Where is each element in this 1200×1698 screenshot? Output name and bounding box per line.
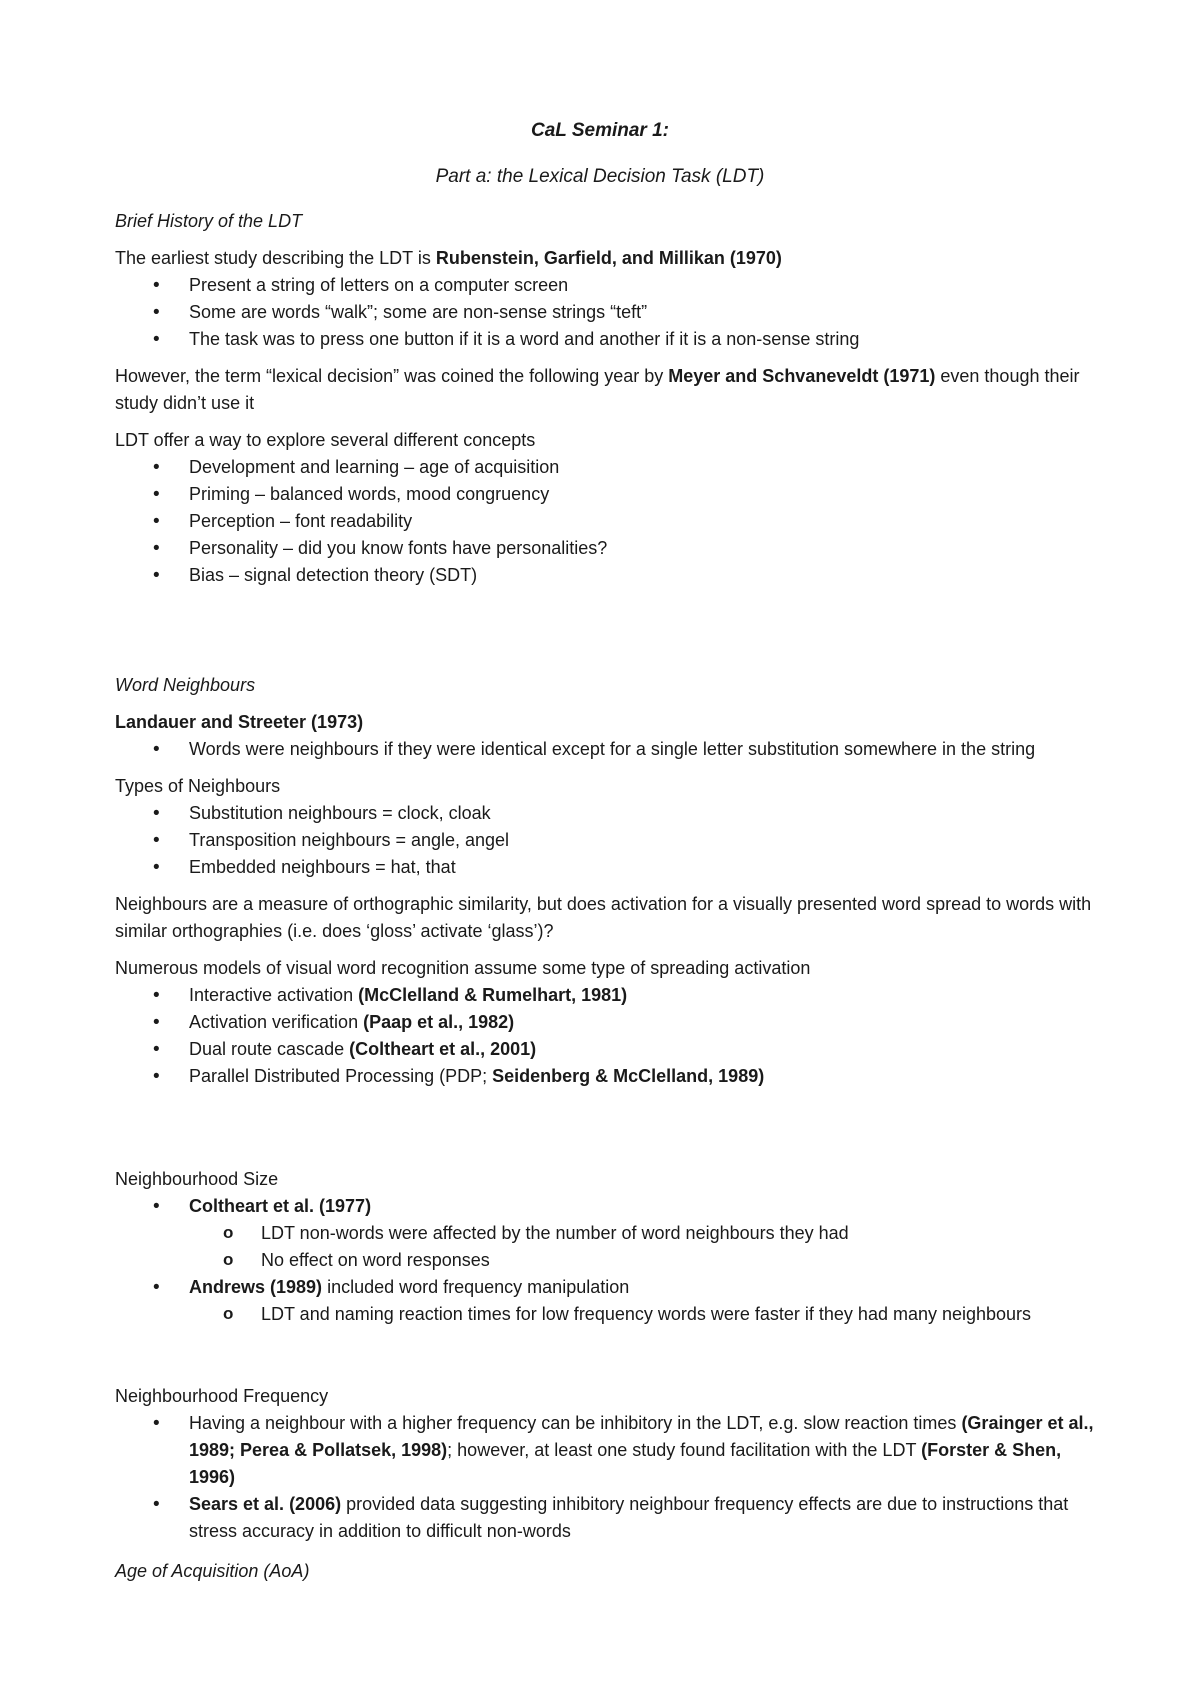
sears-citation: Sears et al. (2006): [189, 1494, 342, 1514]
landauer-citation: Landauer and Streeter (1973): [115, 712, 364, 732]
frequency-heading: Neighbourhood Frequency: [115, 1386, 329, 1406]
history-section: [115, 208, 1105, 589]
page-title: CaL Seminar 1:: [531, 120, 669, 141]
types-heading: Types of Neighbours: [115, 776, 281, 796]
types-list: [115, 800, 1105, 881]
page-subtitle: Part a: the Lexical Decision Task (LDT): [435, 166, 765, 187]
size-list: [115, 1193, 1105, 1328]
models-intro: Numerous models of visual word recognition assume some type of spreading activation: [115, 958, 811, 978]
list-item: [115, 1009, 1105, 1036]
model-name: Parallel Distributed Processing (PDP;: [189, 1066, 493, 1086]
frequency-citation: (Grainger et al., 1989; Perea & Pollatsek, 1998): [189, 1413, 1094, 1460]
list-item: • Priming – balanced words, mood congruency: [115, 481, 1105, 508]
history-list: [115, 272, 1105, 353]
andrews-text: included word frequency manipulation: [322, 1277, 630, 1297]
sub-list-item: o No effect on word responses: [115, 1247, 1105, 1274]
concepts-list: [115, 454, 1105, 589]
model-citation: (McClelland & Rumelhart, 1981): [358, 985, 628, 1005]
model-name: Dual route cascade: [189, 1039, 350, 1059]
size-heading: Neighbourhood Size: [115, 1169, 279, 1189]
model-name: Interactive activation: [189, 985, 359, 1005]
history-intro-citation: Rubenstein, Garfield, and Millikan (1970): [435, 248, 782, 268]
list-item: [115, 1491, 1105, 1545]
history-intro-text: The earliest study describing the LDT is: [115, 248, 436, 268]
frequency-section: [115, 1383, 1105, 1545]
history-heading: Brief History of the LDT: [115, 211, 303, 231]
list-item: [115, 1036, 1105, 1063]
list-item: • Development and learning – age of acquisition: [115, 454, 1105, 481]
list-item: [115, 982, 1105, 1009]
measure-paragraph: Neighbours are a measure of orthographic similarity, but does activation for a visually presented word spread to words with similar orthographies (i.e. does ‘gloss’ activate ‘glass’)?: [115, 894, 1092, 941]
coined-text: However, the term “lexical decision” was coined the following year by: [115, 366, 669, 386]
list-item: • Personality – did you know fonts have personalities?: [115, 535, 1105, 562]
neighbours-heading: Word Neighbours: [115, 675, 256, 695]
landauer-list: [115, 736, 1105, 763]
list-item: • The task was to press one button if it is a word and another if it is a non-sense string: [115, 326, 1105, 353]
list-item: • Words were neighbours if they were identical except for a single letter substitution somewhere in the string: [115, 736, 1105, 763]
frequency-list: [115, 1410, 1105, 1545]
list-item: • Embedded neighbours = hat, that: [115, 854, 1105, 881]
aoa-section: [115, 1558, 1105, 1585]
list-item: [115, 1063, 1105, 1090]
andrews-citation: Andrews (1989): [189, 1277, 323, 1297]
size-section: [115, 1166, 1105, 1328]
sub-list-item: o LDT and naming reaction times for low frequency words were faster if they had many neighbours: [115, 1301, 1105, 1328]
sears-text: provided data suggesting inhibitory neighbour frequency effects are due to instructions that stress accuracy in addition to difficult non-words: [189, 1494, 1069, 1541]
models-list: [115, 982, 1105, 1090]
model-citation: (Coltheart et al., 2001): [349, 1039, 537, 1059]
concepts-intro: LDT offer a way to explore several different concepts: [115, 430, 536, 450]
list-item: • Transposition neighbours = angle, angel: [115, 827, 1105, 854]
list-item: • Present a string of letters on a computer screen: [115, 272, 1105, 299]
landauer-heading: [115, 709, 1105, 736]
list-item: • Bias – signal detection theory (SDT): [115, 562, 1105, 589]
coltheart-citation: Coltheart et al. (1977): [189, 1196, 372, 1216]
list-item: [115, 1274, 1105, 1301]
sub-list-item: o LDT non-words were affected by the number of word neighbours they had: [115, 1220, 1105, 1247]
frequency-text: ; however, at least one study found facilitation with the LDT: [447, 1440, 922, 1460]
list-item: • Substitution neighbours = clock, cloak: [115, 800, 1105, 827]
coined-citation: Meyer and Schvaneveldt (1971): [668, 366, 936, 386]
frequency-citation: (Forster & Shen, 1996): [189, 1440, 1062, 1487]
coined-paragraph: [115, 363, 1105, 417]
list-item: [115, 1193, 1105, 1220]
list-item: • Perception – font readability: [115, 508, 1105, 535]
model-name: Activation verification: [189, 1012, 364, 1032]
list-item: [115, 1410, 1105, 1491]
frequency-text: Having a neighbour with a higher frequency can be inhibitory in the LDT, e.g. slow reaction times: [189, 1413, 962, 1433]
aoa-heading: Age of Acquisition (AoA): [115, 1561, 310, 1581]
history-intro: [115, 245, 1105, 272]
model-citation: Seidenberg & McClelland, 1989): [492, 1066, 765, 1086]
list-item: • Some are words “walk”; some are non-sense strings “teft”: [115, 299, 1105, 326]
neighbours-section: [115, 672, 1105, 1090]
model-citation: (Paap et al., 1982): [363, 1012, 515, 1032]
coined-text-end: even though their study didn’t use it: [115, 366, 1080, 413]
